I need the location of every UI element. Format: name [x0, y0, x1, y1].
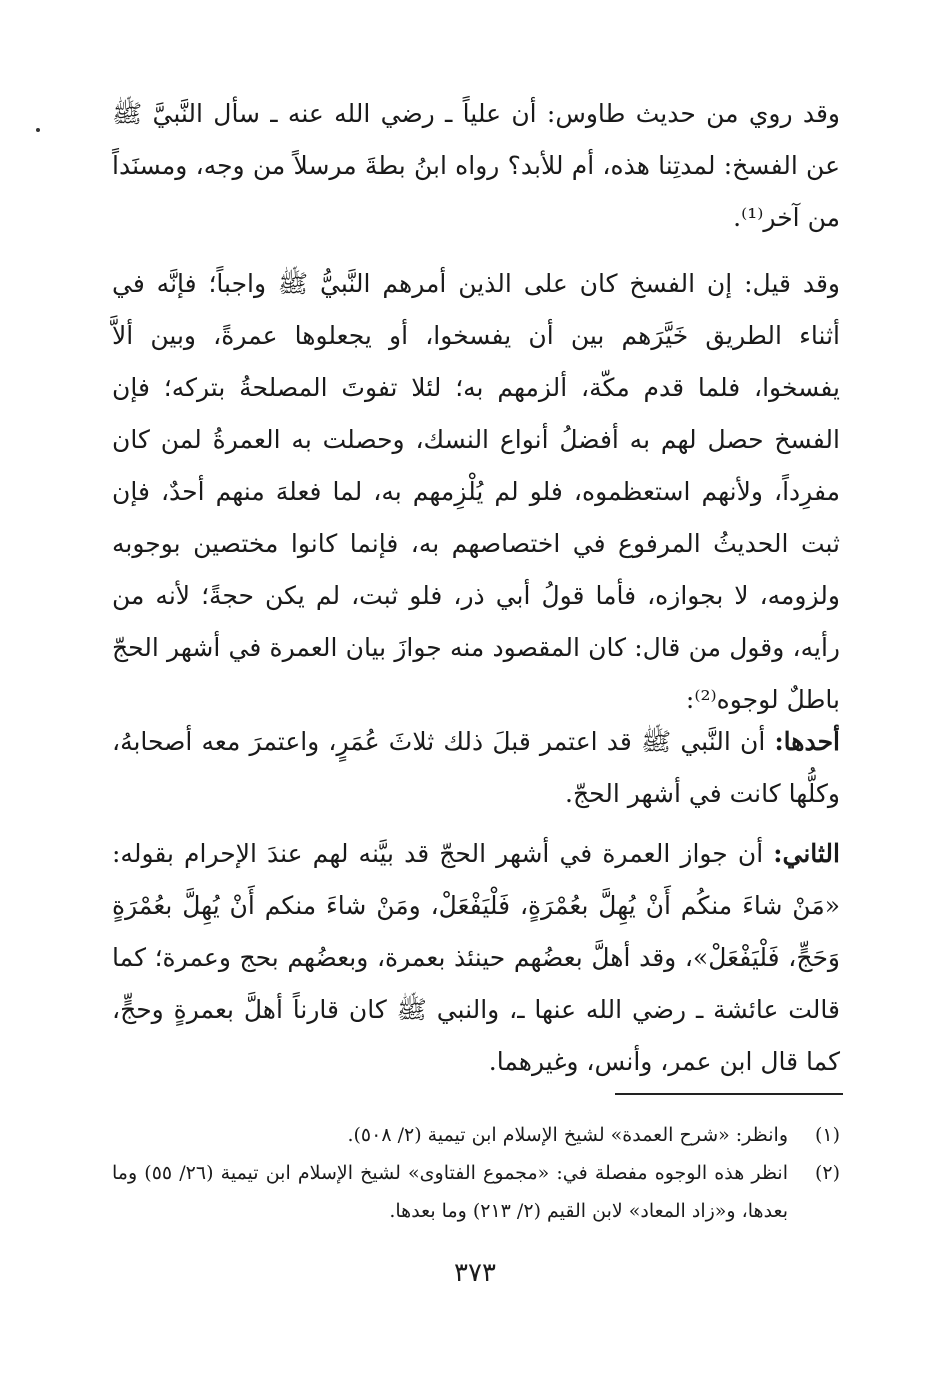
paragraph-4-lead: الثاني:	[773, 839, 840, 868]
paragraph-1-text: وقد روي من حديث طاوس: أن علياً ـ رضي الله عنه ـ سأل النَّبيَّ ﷺ عن الفسخ: لمدتِنا هذه، أم للأبد؟ رواه ابنُ بطةَ مرسلاً من وجه، ومسنَداً من آخر⁽¹⁾.	[112, 99, 840, 232]
footnote-separator	[615, 1093, 843, 1095]
paragraph-1	[112, 88, 840, 244]
paragraph-3-lead: أحدها:	[774, 727, 840, 756]
footnote-1-number: (١)	[814, 1124, 840, 1146]
paragraph-2-text: وقد قيل: إن الفسخ كان على الذين أمرهم النَّبيُّ ﷺ واجباً؛ فإنَّه في أثناء الطريق خَيَّرَهم بين أن يفسخوا، أو يجعلوها عمرةً، وبين ألاَّ يفسخوا، فلما قدم مكّة، ألزمهم به؛ لئلا تفوتَ المصلحةُ بتركه؛ فإن الفسخ حصل لهم به أفضلُ أنواع النسك، وحصلت به العمرةُ لمن كان مفرِداً، ولأنهم استعظموه، فلو لم يُلْزِمهم به، لما فعلهَ منهم أحدٌ، فإن ثبت الحديثُ المرفوع في اختصاصهم به، فإنما كانوا مختصين بوجوبه ولزومه، لا بجوازه، فأما قولُ أبي ذر، فلو ثبت، لم يكن حجةً؛ لأنه من رأيه، وقول من قال: كان المقصود منه جوازَ بيان العمرة في أشهر الحجّ باطلٌ لوجوه⁽²⁾:	[112, 269, 840, 714]
footnotes	[112, 1116, 840, 1230]
margin-speck	[36, 128, 40, 132]
footnote-1	[112, 1116, 840, 1154]
footnote-2	[112, 1154, 840, 1230]
paragraph-3	[112, 716, 840, 820]
footnote-1-text: وانظر: «شرح العمدة» لشيخ الإسلام ابن تيمية (٢/ ٥٠٨).	[347, 1124, 788, 1146]
footnote-2-number: (٢)	[814, 1162, 840, 1184]
footnote-2-text: انظر هذه الوجوه مفصلة في: «مجموع الفتاوى» لشيخ الإسلام ابن تيمية (٢٦/ ٥٥) وما بعدها، و«زاد المعاد» لابن القيم (٢/ ٢١٣) وما بعدها.	[112, 1162, 789, 1222]
paragraph-4	[112, 828, 840, 1088]
paragraph-3-text: أن النَّبي ﷺ قد اعتمر قبلَ ذلك ثلاثَ عُمَرٍ، واعتمرَ معه أصحابهُ، وكلُّها كانت في أشهر الحجّ.	[112, 727, 840, 808]
page-number: ٣٧٣	[454, 1258, 496, 1288]
paragraph-4-text: أن جواز العمرة في أشهر الحجّ قد بيَّنه لهم عندَ الإحرام بقوله: «مَنْ شاءَ منكُم أَنْ يُهِلَّ بعُمْرَةٍ، فَلْيَفْعَلْ، ومَنْ شاءَ منكم أَنْ يُهِلَّ بعُمْرَةٍ وَحَجٍّ، فَلْيَفْعَلْ»، وقد أهلَّ بعضُهم حينئذ بعمرة، وبعضُهم بحج وعمرة؛ كما قالت عائشة ـ رضي الله عنها ـ، والنبي ﷺ كان قارناً أهلَّ بعمرةٍ وحجٍّ، كما قال ابن عمر، وأنس، وغيرهما.	[112, 839, 840, 1076]
paragraph-2	[112, 258, 840, 726]
